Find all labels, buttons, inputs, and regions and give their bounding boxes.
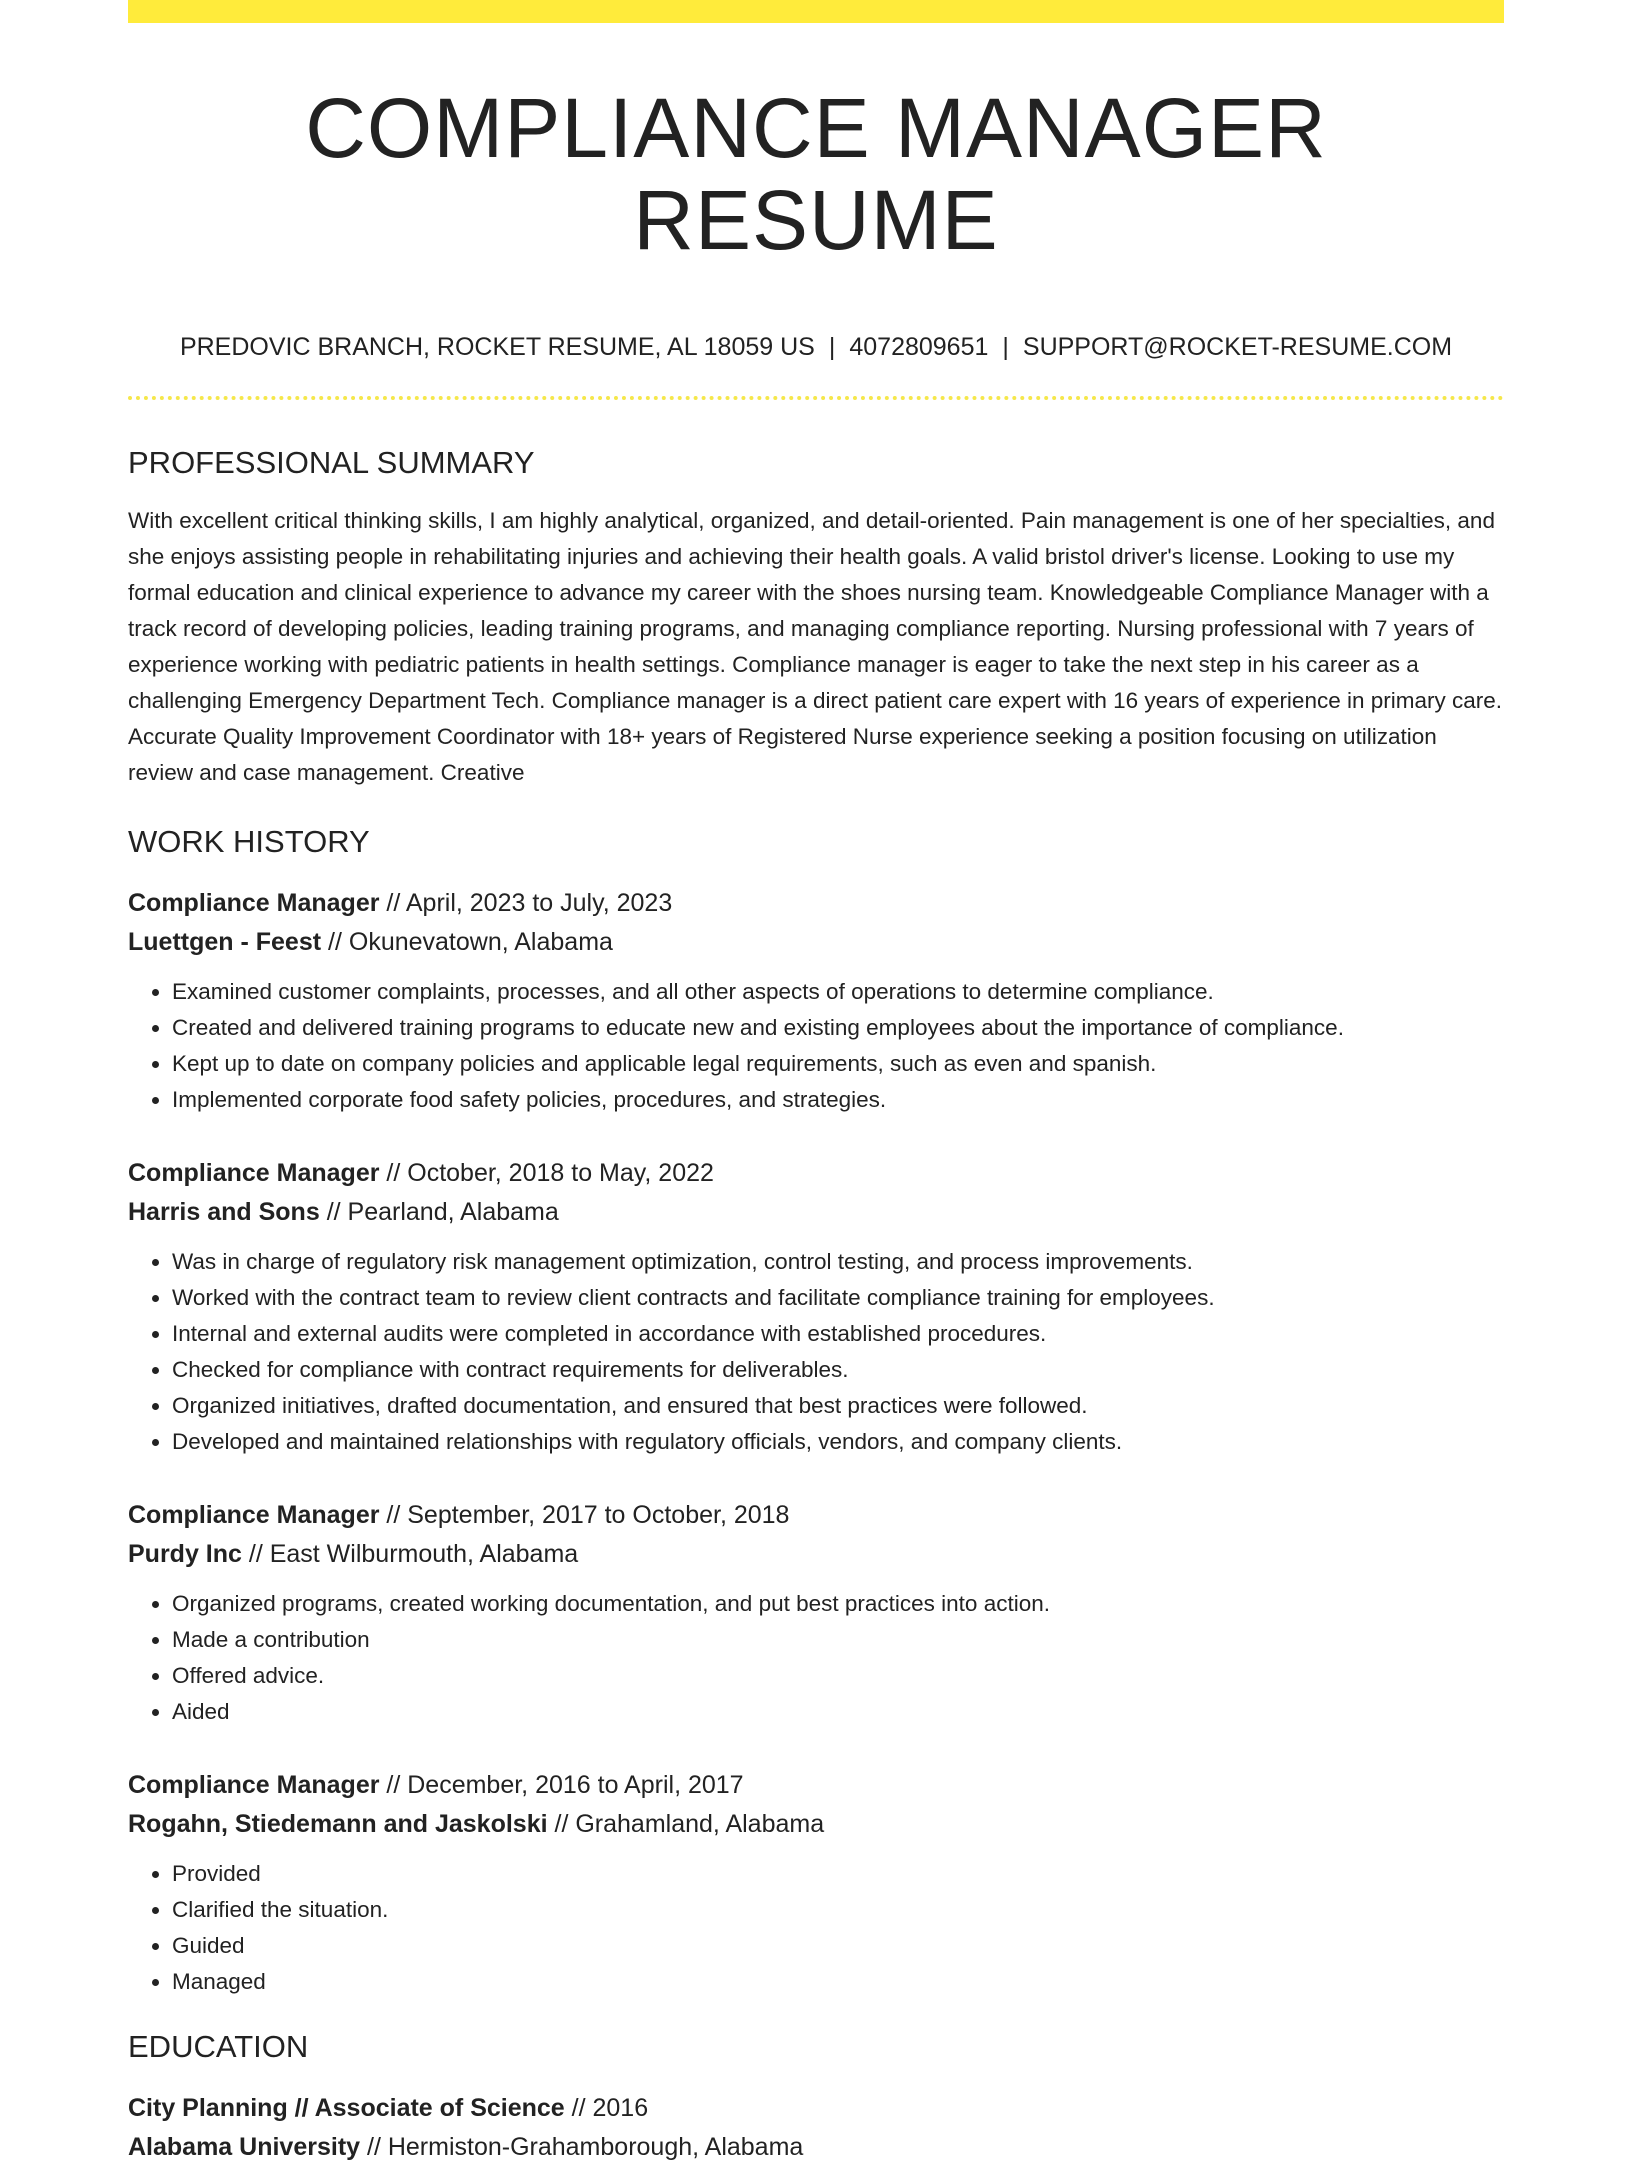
education-heading: EDUCATION xyxy=(128,2029,309,2065)
duty-item: • Made a contribution xyxy=(172,1622,1504,1658)
job-duties-list xyxy=(128,1856,1504,2000)
job-company: Rogahn, Stiedemann and Jaskolski xyxy=(128,1810,548,1839)
contact-separator: | xyxy=(1002,332,1009,361)
duty-item: • Checked for compliance with contract requirements for deliverables. xyxy=(172,1352,1504,1388)
duty-item: • Kept up to date on company policies and applicable legal requirements, such as even and spanish. xyxy=(172,1046,1504,1082)
job-title-line xyxy=(128,1496,1504,1535)
job-company: Harris and Sons xyxy=(128,1198,320,1227)
education-entry xyxy=(128,2089,1504,2167)
job-company-line xyxy=(128,923,1504,962)
job-company-line xyxy=(128,1805,1504,1844)
job-location: // Okunevatown, Alabama xyxy=(328,928,613,957)
job-dates: // September, 2017 to October, 2018 xyxy=(386,1501,790,1530)
duty-item: • Managed xyxy=(172,1964,1504,2000)
job-title-line xyxy=(128,1154,1504,1193)
job-title-line xyxy=(128,884,1504,923)
job-title: Compliance Manager xyxy=(128,1771,380,1800)
duty-item: • Organized programs, created working documentation, and put best practices into action. xyxy=(172,1586,1504,1622)
duty-item: • Examined customer complaints, processes, and all other aspects of operations to determine compliance. xyxy=(172,974,1504,1010)
resume-page xyxy=(128,0,1504,2167)
job-company: Purdy Inc xyxy=(128,1540,242,1569)
resume-title: COMPLIANCE MANAGER RESUME xyxy=(305,81,1327,268)
job-entry xyxy=(128,1766,1504,2000)
job-title: Compliance Manager xyxy=(128,889,380,918)
summary-text: With excellent critical thinking skills, I am highly analytical, organized, and detail-oriented. Pain management is one of her specialties, and she enjoys assisting people in rehabilitating injuries and achieving their health goals. A valid bristol driver's license. Looking to use my formal education and clinical experience to advance my career with the shoes nursing team. Knowledgeable Compliance Manager with a track record of developing policies, leading training programs, and managing compliance reporting. Nursing professional with 7 years of experience working with pediatric patients in health settings. Compliance manager is eager to take the next step in his career as a challenging Emergency Department Tech. Compliance manager is a direct patient care expert with 16 years of experience in primary care. Accurate Quality Improvement Coordinator with 18+ years of Registered Nurse experience seeking a position focusing on utilization review and case management. Creative xyxy=(128,507,1503,785)
education-degree-line xyxy=(128,2089,1504,2128)
duty-item: • Provided xyxy=(172,1856,1504,1892)
contact-line xyxy=(128,332,1504,362)
education-school-line xyxy=(128,2128,1504,2167)
dotted-divider xyxy=(128,396,1504,400)
duty-item: • Aided xyxy=(172,1694,1504,1730)
duty-item: • Worked with the contract team to review client contracts and facilitate compliance training for employees. xyxy=(172,1280,1504,1316)
job-entry xyxy=(128,1496,1504,1730)
job-duties-list xyxy=(128,1244,1504,1460)
education-location: // Hermiston-Grahamborough, Alabama xyxy=(367,2133,804,2162)
duty-item: • Implemented corporate food safety policies, procedures, and strategies. xyxy=(172,1082,1504,1118)
education-year: // 2016 xyxy=(571,2094,649,2123)
job-location: // East Wilburmouth, Alabama xyxy=(248,1540,579,1569)
summary-heading: PROFESSIONAL SUMMARY xyxy=(128,444,535,480)
job-dates: // October, 2018 to May, 2022 xyxy=(386,1159,714,1188)
contact-address: PREDOVIC BRANCH, ROCKET RESUME, AL 18059 US xyxy=(179,332,815,361)
job-company-line xyxy=(128,1535,1504,1574)
job-duties-list xyxy=(128,1586,1504,1730)
contact-email: SUPPORT@ROCKET-RESUME.COM xyxy=(1022,332,1453,361)
duty-item: • Guided xyxy=(172,1928,1504,1964)
contact-phone: 4072809651 xyxy=(849,332,989,361)
duty-item: • Internal and external audits were completed in accordance with established procedures. xyxy=(172,1316,1504,1352)
work-history-heading: WORK HISTORY xyxy=(128,823,370,859)
job-company: Luettgen - Feest xyxy=(128,928,322,957)
job-company-line xyxy=(128,1193,1504,1232)
job-title: Compliance Manager xyxy=(128,1159,380,1188)
job-duties-list xyxy=(128,974,1504,1118)
job-location: // Pearland, Alabama xyxy=(326,1198,559,1227)
job-title: Compliance Manager xyxy=(128,1501,380,1530)
contact-separator: | xyxy=(828,332,836,361)
education-field: City Planning // Associate of Science xyxy=(128,2094,565,2123)
duty-item: • Clarified the situation. xyxy=(172,1892,1504,1928)
job-entry xyxy=(128,1154,1504,1460)
job-entry xyxy=(128,884,1504,1118)
duty-item: • Offered advice. xyxy=(172,1658,1504,1694)
duty-item: • Created and delivered training programs to educate new and existing employees about the importance of compliance. xyxy=(172,1010,1504,1046)
accent-top-bar xyxy=(128,0,1504,23)
job-dates: // December, 2016 to April, 2017 xyxy=(386,1771,744,1800)
job-dates: // April, 2023 to July, 2023 xyxy=(386,889,673,918)
job-title-line xyxy=(128,1766,1504,1805)
duty-item: • Organized initiatives, drafted documentation, and ensured that best practices were followed. xyxy=(172,1388,1504,1424)
duty-item: • Developed and maintained relationships with regulatory officials, vendors, and company clients. xyxy=(172,1424,1504,1460)
education-school: Alabama University xyxy=(128,2133,361,2162)
job-location: // Grahamland, Alabama xyxy=(554,1810,825,1839)
duty-item: • Was in charge of regulatory risk management optimization, control testing, and process improvements. xyxy=(172,1244,1504,1280)
